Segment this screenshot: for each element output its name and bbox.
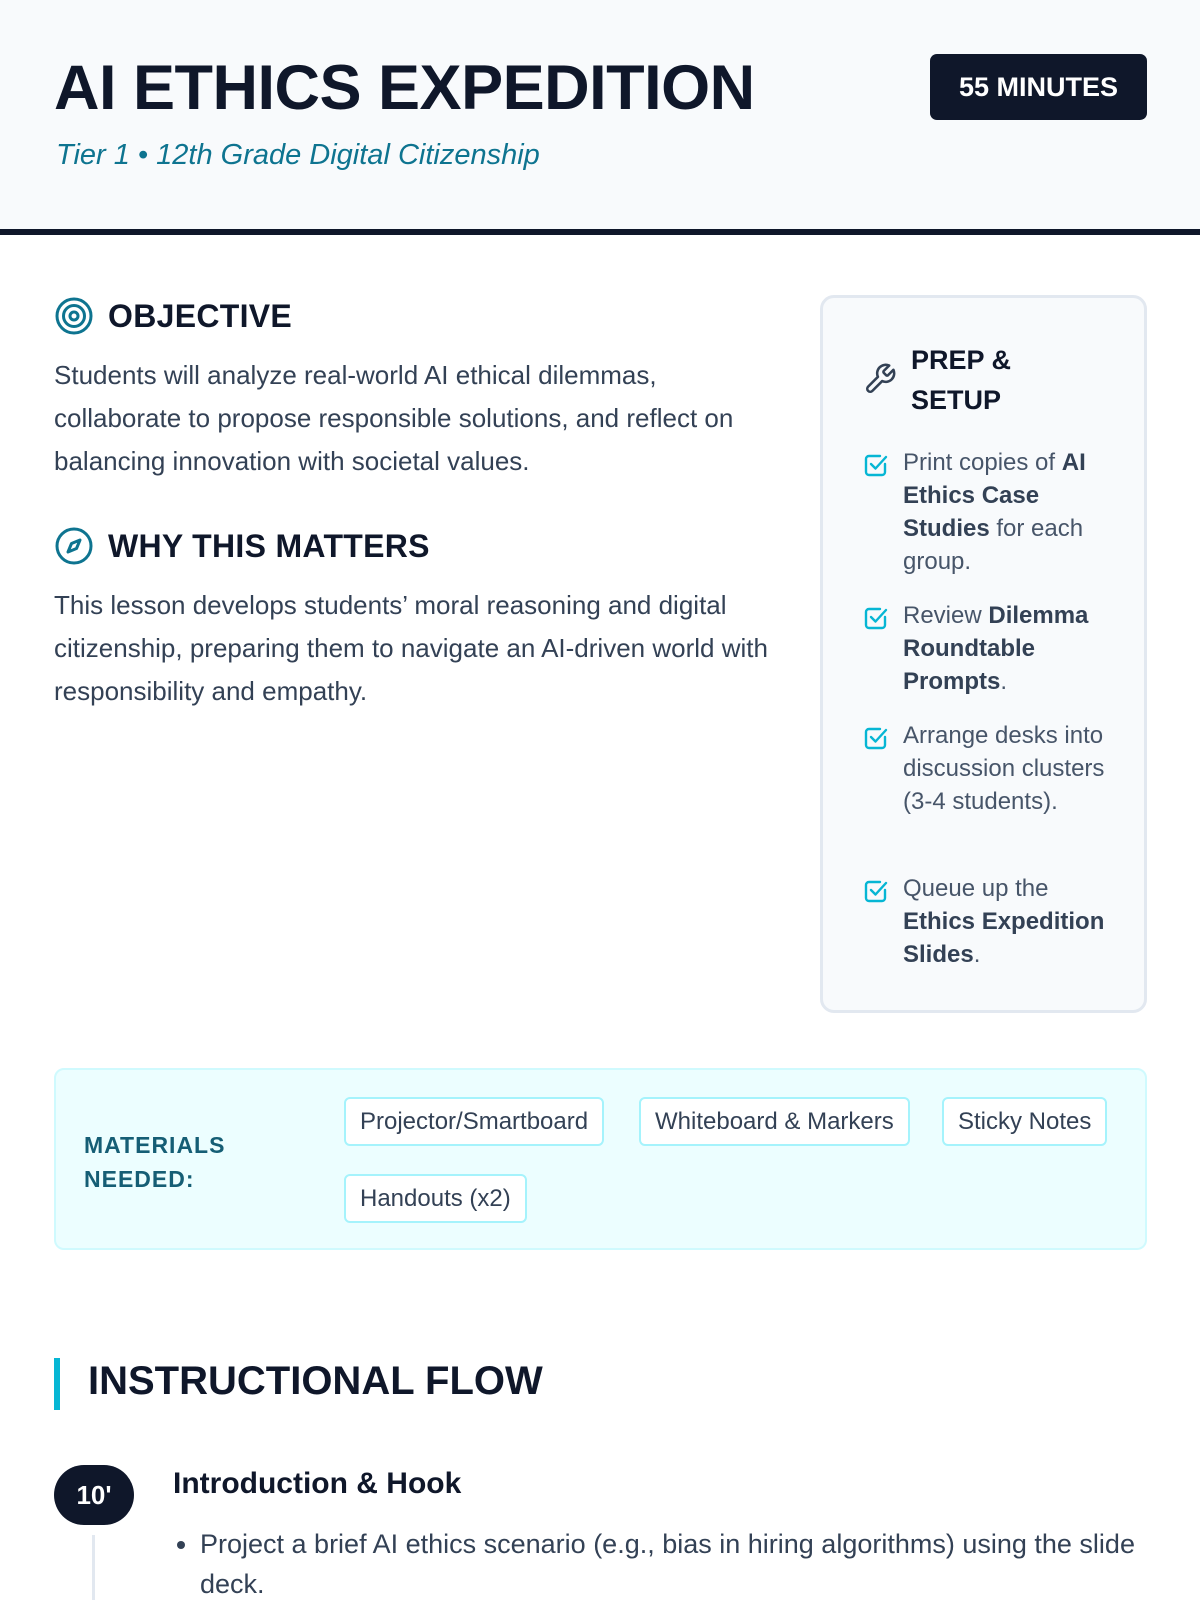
lesson-header	[0, 0, 1200, 235]
prep-heading: PREP & SETUP	[911, 345, 1012, 415]
objective-text: Students will analyze real-world AI ethical dilemmas, collaborate to propose responsible solutions, and reflect on balancing innovation with societal values.	[54, 360, 734, 476]
why-heading-row	[54, 526, 430, 566]
checkbox-icon	[863, 878, 889, 904]
compass-icon	[54, 526, 94, 566]
prep-item-text: Queue up the Ethics Expedition Slides.	[903, 875, 1105, 968]
prep-item-text: Arrange desks into discussion clusters (3-4 students).	[903, 722, 1105, 815]
objective-heading-row	[54, 296, 292, 336]
materials-panel	[54, 1068, 1147, 1250]
step-bullet-list	[200, 1524, 1140, 1600]
prep-setup-card	[820, 295, 1147, 1013]
target-icon	[54, 296, 94, 336]
timeline-connector	[92, 1535, 95, 1600]
material-chip: Projector/Smartboard	[344, 1097, 604, 1146]
materials-label: MATERIALS NEEDED:	[84, 1132, 226, 1192]
material-chip: Whiteboard & Markers	[639, 1097, 910, 1146]
objective-heading: OBJECTIVE	[108, 297, 293, 334]
step-time-badge: 10'	[54, 1465, 134, 1525]
page-subtitle: Tier 1 • 12th Grade Digital Citizenship	[56, 139, 540, 171]
checkbox-icon	[863, 605, 889, 631]
prep-item	[863, 719, 1113, 818]
checkbox-icon	[863, 725, 889, 751]
material-chip: Sticky Notes	[942, 1097, 1107, 1146]
page-title: AI ETHICS EXPEDITION	[54, 53, 755, 123]
why-text: This lesson develops students’ moral reasoning and digital citizenship, preparing them to navigate an AI-driven world with responsibility and empathy.	[54, 590, 768, 706]
step-bullet: • Project a brief AI ethics scenario (e.g., bias in hiring algorithms) using the slide deck.	[200, 1524, 1140, 1600]
step-title: Introduction & Hook	[173, 1467, 462, 1500]
prep-item	[863, 872, 1113, 971]
wrench-icon	[863, 362, 899, 398]
duration-badge: 55 MINUTES	[930, 54, 1147, 120]
material-chip: Handouts (x2)	[344, 1174, 527, 1223]
why-heading: WHY THIS MATTERS	[108, 527, 430, 564]
prep-item	[863, 599, 1113, 698]
checkbox-icon	[863, 452, 889, 478]
prep-item-text: Print copies of AI Ethics Case Studies for each group.	[903, 449, 1086, 575]
section-accent-bar	[54, 1358, 60, 1410]
prep-item-text: Review Dilemma Roundtable Prompts.	[903, 602, 1089, 695]
prep-heading-row	[863, 340, 1051, 420]
instructional-flow-heading: INSTRUCTIONAL FLOW	[88, 1359, 543, 1403]
prep-item	[863, 446, 1113, 578]
